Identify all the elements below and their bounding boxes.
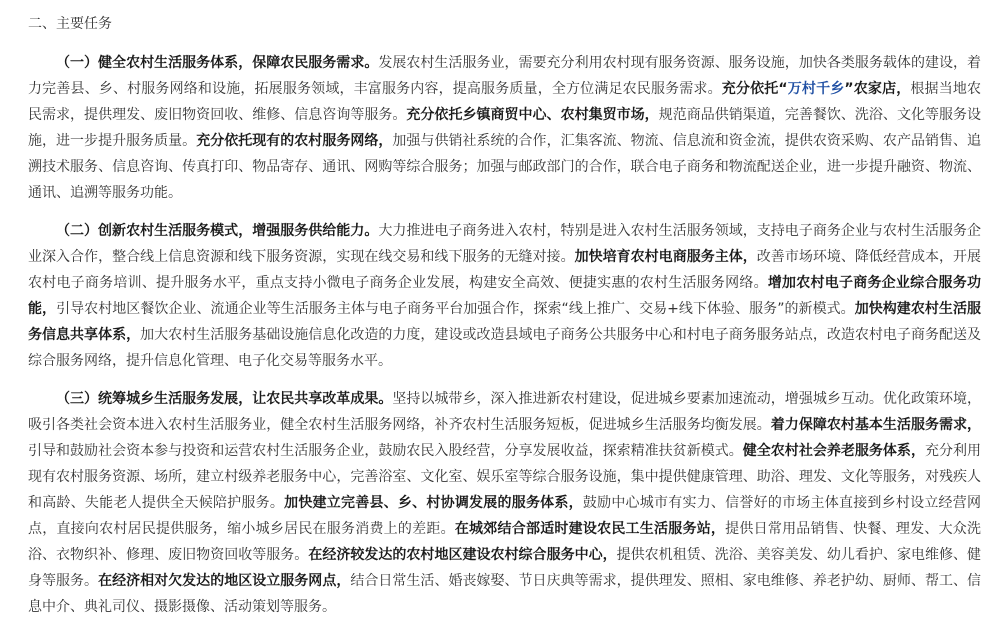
body-text: 提供农机租赁、洗浴、美容美发、幼儿看护、家电维修、健身等服务。 xyxy=(28,547,982,589)
body-text: 根据当地农民需求，提供理发、废旧物资回收、维修、信息咨询等服务。 xyxy=(28,81,982,123)
emphasis-phrase: 充分依托“ xyxy=(721,81,788,97)
emphasis-phrase: 增加农村电子商务企业综合服务功能， xyxy=(28,275,982,317)
emphasis-phrase: 在城郊结合部适时建设农民工生活服务站， xyxy=(454,521,726,537)
body-text: 加强与供销社系统的合作，汇集客流、物流、信息流和资金流，提供农资采购、农产品销售、追溯技术服务、信息咨询、传真打印、物品寄存、通讯、网购等综合服务；加强与邮政部门的合作，联合电子商务和物流配送企业，进一步提升融资、物流、通讯、追溯等服务功能。 xyxy=(28,133,982,201)
emphasis-phrase: 着力保障农村基本生活服务需求， xyxy=(770,417,982,433)
emphasis-phrase: （三）统筹城乡生活服务发展，让农民共享改革成果。 xyxy=(56,391,393,407)
emphasis-phrase: （一）健全农村生活服务体系，保障农民服务需求。 xyxy=(56,55,379,71)
section-heading: 二、主要任务 xyxy=(28,16,112,32)
emphasis-phrase: 在经济较发达的农村地区建设农村综合服务中心， xyxy=(308,547,617,563)
body-text: 引导农村地区餐饮企业、流通企业等生活服务主体与电子商务平台加强合作，探索“线上推广、交易+线下体验、服务”的新模式。 xyxy=(56,301,855,317)
paragraph-urban-rural-coordination xyxy=(28,386,981,620)
emphasis-phrase: 健全农村社会养老服务体系， xyxy=(742,443,925,459)
emphasis-phrase: 在经济相对欠发达的地区设立服务网点， xyxy=(98,573,351,589)
body-text: 结合日常生活、婚丧嫁娶、节日庆典等需求，提供理发、照相、家电维修、养老护幼、厨师、帮工、信息中介、典礼司仪、摄影摄像、活动策划等服务。 xyxy=(28,573,982,615)
emphasis-phrase: （二）创新农村生活服务模式，增强服务供给能力。 xyxy=(56,223,379,239)
body-text: 引导和鼓励社会资本参与投资和运营农村生活服务企业，鼓励农民入股经营，分享发展收益，探索精准扶贫新模式。 xyxy=(28,443,743,459)
body-text: 提供日常用品销售、快餐、理发、大众洗浴、衣物织补、修理、废旧物资回收等服务。 xyxy=(28,521,982,563)
paragraph-rural-service-system xyxy=(28,50,981,206)
body-text: 加大农村生活服务基础设施信息化改造的力度，建设或改造县域电子商务公共服务中心和村电子商务服务站点，改造农村电子商务配送及综合服务网络，提升信息化管理、电子化交易等服务水平。 xyxy=(28,327,982,369)
emphasis-phrase: 加快培育农村电商服务主体， xyxy=(574,249,757,265)
body-text: 大力推进电子商务进入农村，特别是进入农村生活服务领域，支持电子商务企业与农村生活服务企业深入合作，整合线上信息资源和线下服务资源，实现在线交易和线下服务的无缝对接。 xyxy=(28,223,982,265)
emphasis-phrase: 加快建立完善县、乡、村协调发展的服务体系， xyxy=(284,495,583,511)
emphasis-phrase: 充分依托现有的农村服务网络， xyxy=(196,133,393,149)
emphasis-phrase: 万村千乡 xyxy=(787,81,845,97)
emphasis-phrase: 充分依托乡镇商贸中心、农村集贸市场， xyxy=(406,107,659,123)
paragraph-rural-service-model xyxy=(28,218,981,374)
body-text: 发展农村生活服务业，需要充分利用农村现有服务资源、服务设施，加快各类服务载体的建设，着力完善县、乡、村服务网络和设施，拓展服务领域，丰富服务内容，提高服务质量，全方位满足农民服务需求。 xyxy=(28,55,982,97)
emphasis-phrase: 加快构建农村生活服务信息共享体系， xyxy=(28,301,982,343)
body-text: 鼓励中心城市有实力、信誉好的市场主体直接到乡村设立经营网点，直接向农村居民提供服务，缩小城乡居民在服务消费上的差距。 xyxy=(28,495,982,537)
body-text: 规范商品供销渠道，完善餐饮、洗浴、文化等服务设施，进一步提升服务质量。 xyxy=(28,107,982,149)
emphasis-phrase: ”农家店， xyxy=(844,81,911,97)
body-text: 充分利用现有农村服务资源、场所，建立村级养老服务中心，完善浴室、文化室、娱乐室等综合服务设施，集中提供健康管理、助浴、理发、文化等服务，对残疾人和高龄、失能老人提供全天候陪护服务。 xyxy=(28,443,982,511)
body-text: 改善市场环境、降低经营成本，开展农村电子商务培训、提升服务水平，重点支持小微电子商务企业发展，构建安全高效、便捷实惠的农村生活服务网络。 xyxy=(28,249,982,291)
body-text: 坚持以城带乡，深入推进新农村建设，促进城乡要素加速流动，增强城乡互动。优化政策环境，吸引各类社会资本进入农村生活服务业，健全农村生活服务网络，补齐农村生活服务短板，促进城乡生活服务均衡发展。 xyxy=(28,391,982,433)
